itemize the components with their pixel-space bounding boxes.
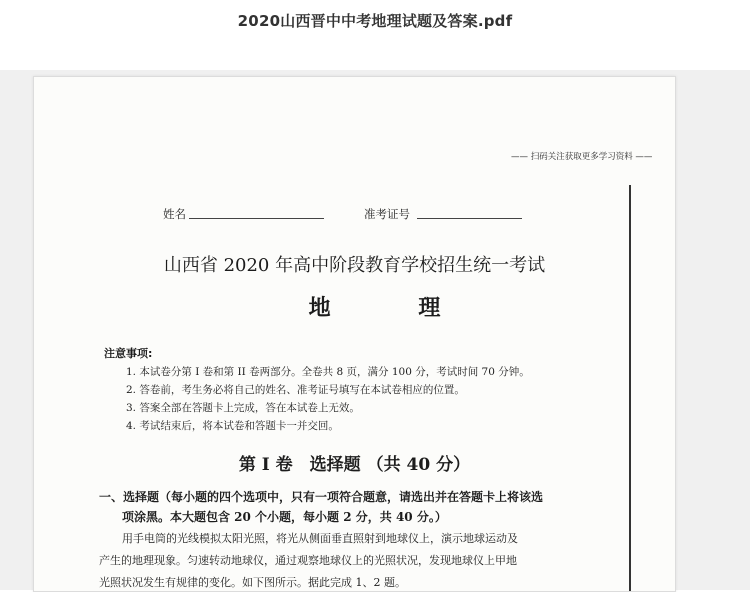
watermark-text: —— 扫码关注获取更多学习资料 ——: [511, 152, 653, 162]
notice-item: 1. 本试卷分第 I 卷和第 II 卷两部分。全卷共 8 页，满分 100 分，考试时间 70 分钟。: [126, 366, 530, 378]
pdf-page: [33, 76, 676, 592]
exam-number-label: 准考证号: [364, 207, 410, 221]
name-label: 姓名: [163, 207, 186, 221]
question-text-line: 产生的地理现象。匀速转动地球仪，通过观察地球仪上的光照状况，发现地球仪上甲地: [99, 554, 517, 567]
document-title: 2020山西晋中中考地理试题及答案.pdf: [237, 12, 513, 30]
exam-number-underline: [417, 218, 522, 219]
binding-line: [629, 185, 631, 592]
viewer-header: [0, 0, 750, 70]
subject-title: 地 理: [308, 295, 481, 321]
section-instruction-line: 一、选择题（每小题的四个选项中，只有一项符合题意，请选出并在答题卡上将该选: [99, 490, 544, 504]
part-one-title: 第 I 卷 选择题 （共 40 分）: [238, 455, 471, 475]
name-underline: [189, 218, 324, 219]
question-text-line: 光照状况发生有规律的变化。如下图所示。据此完成 1、2 题。: [99, 576, 406, 589]
notice-item: 2. 答卷前，考生务必将自己的姓名、准考证号填写在本试卷相应的位置。: [126, 384, 465, 396]
notice-item: 3. 答案全部在答题卡上完成，答在本试卷上无效。: [126, 402, 360, 414]
exam-title: 山西省 2020 年高中阶段教育学校招生统一考试: [163, 255, 546, 276]
question-text-line: 用手电筒的光线模拟太阳光照，将光从侧面垂直照射到地球仪上，演示地球运动及: [122, 532, 518, 545]
section-instruction-line: 项涂黑。本大题包含 20 个小题，每小题 2 分，共 40 分。）: [122, 510, 447, 524]
notice-item: 4. 考试结束后，将本试卷和答题卡一并交回。: [126, 420, 339, 432]
notice-heading: 注意事项:: [104, 347, 153, 360]
